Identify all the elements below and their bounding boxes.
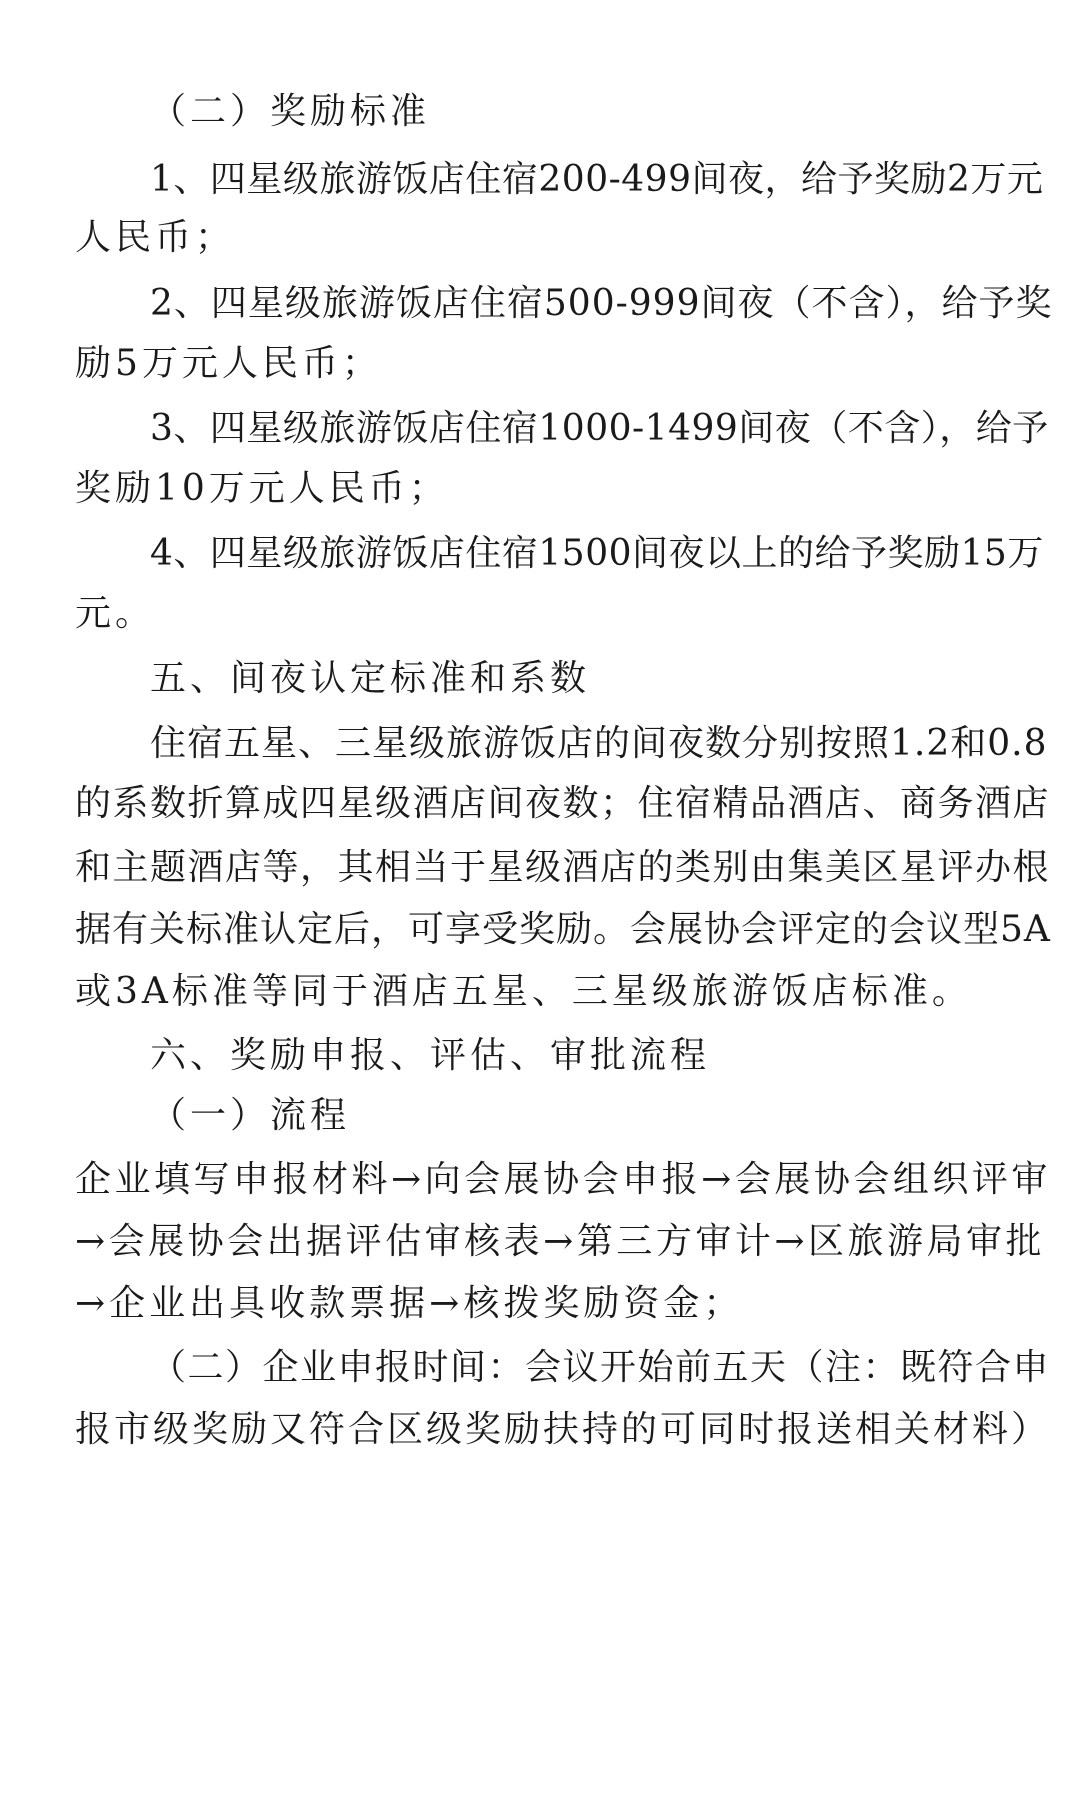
subheading-process: （一）流程 (150, 1095, 351, 1136)
paragraph-line: 奖励10万元人民币； (75, 468, 449, 509)
paragraph-line: →会展协会出据评估审核表→第三方审计→区旅游局审批 (75, 1221, 1045, 1262)
paragraph-line: →企业出具收款票据→核拨奖励资金； (75, 1283, 744, 1324)
section-heading-reward-standard: （二）奖励标准 (150, 91, 431, 132)
subheading-application-time: （二）企业申报时间：会议开始前五天（注：既符合申 (150, 1347, 1051, 1388)
paragraph-line: 和主题酒店等，其相当于星级酒店的类别由集美区星评办根 (75, 847, 1051, 888)
paragraph-line: 3、四星级旅游饭店住宿1000-1499间夜（不含），给予 (150, 408, 1049, 449)
section-heading-night-standard: 五、间夜认定标准和系数 (150, 658, 591, 699)
paragraph-line: 报市级奖励又符合区级奖励扶持的可同时报送相关材料） (75, 1409, 1051, 1450)
section-heading-approval-process: 六、奖励申报、评估、审批流程 (150, 1035, 711, 1076)
paragraph-line: 据有关标准认定后，可享受奖励。会展协会评定的会议型5A (75, 909, 1051, 950)
paragraph-line: 的系数折算成四星级酒店间夜数；住宿精品酒店、商务酒店 (75, 783, 1051, 824)
paragraph-line: 2、四星级旅游饭店住宿500-999间夜（不含），给予奖 (150, 283, 1053, 324)
paragraph-line: 元。 (75, 593, 156, 634)
paragraph-line: 1、四星级旅游饭店住宿200-499间夜，给予奖励2万元 (150, 159, 1044, 200)
paragraph-line: 企业填写申报材料→向会展协会申报→会展协会组织评审 (75, 1159, 1051, 1200)
paragraph-line: 励5万元人民币； (75, 343, 382, 384)
paragraph-line: 人民币； (75, 217, 236, 258)
paragraph-line: 或3A标准等同于酒店五星、三星级旅游饭店标准。 (75, 971, 972, 1012)
paragraph-line: 住宿五星、三星级旅游饭店的间夜数分别按照1.2和0.8 (150, 723, 1048, 764)
paragraph-line: 4、四星级旅游饭店住宿1500间夜以上的给予奖励15万 (150, 533, 1044, 574)
